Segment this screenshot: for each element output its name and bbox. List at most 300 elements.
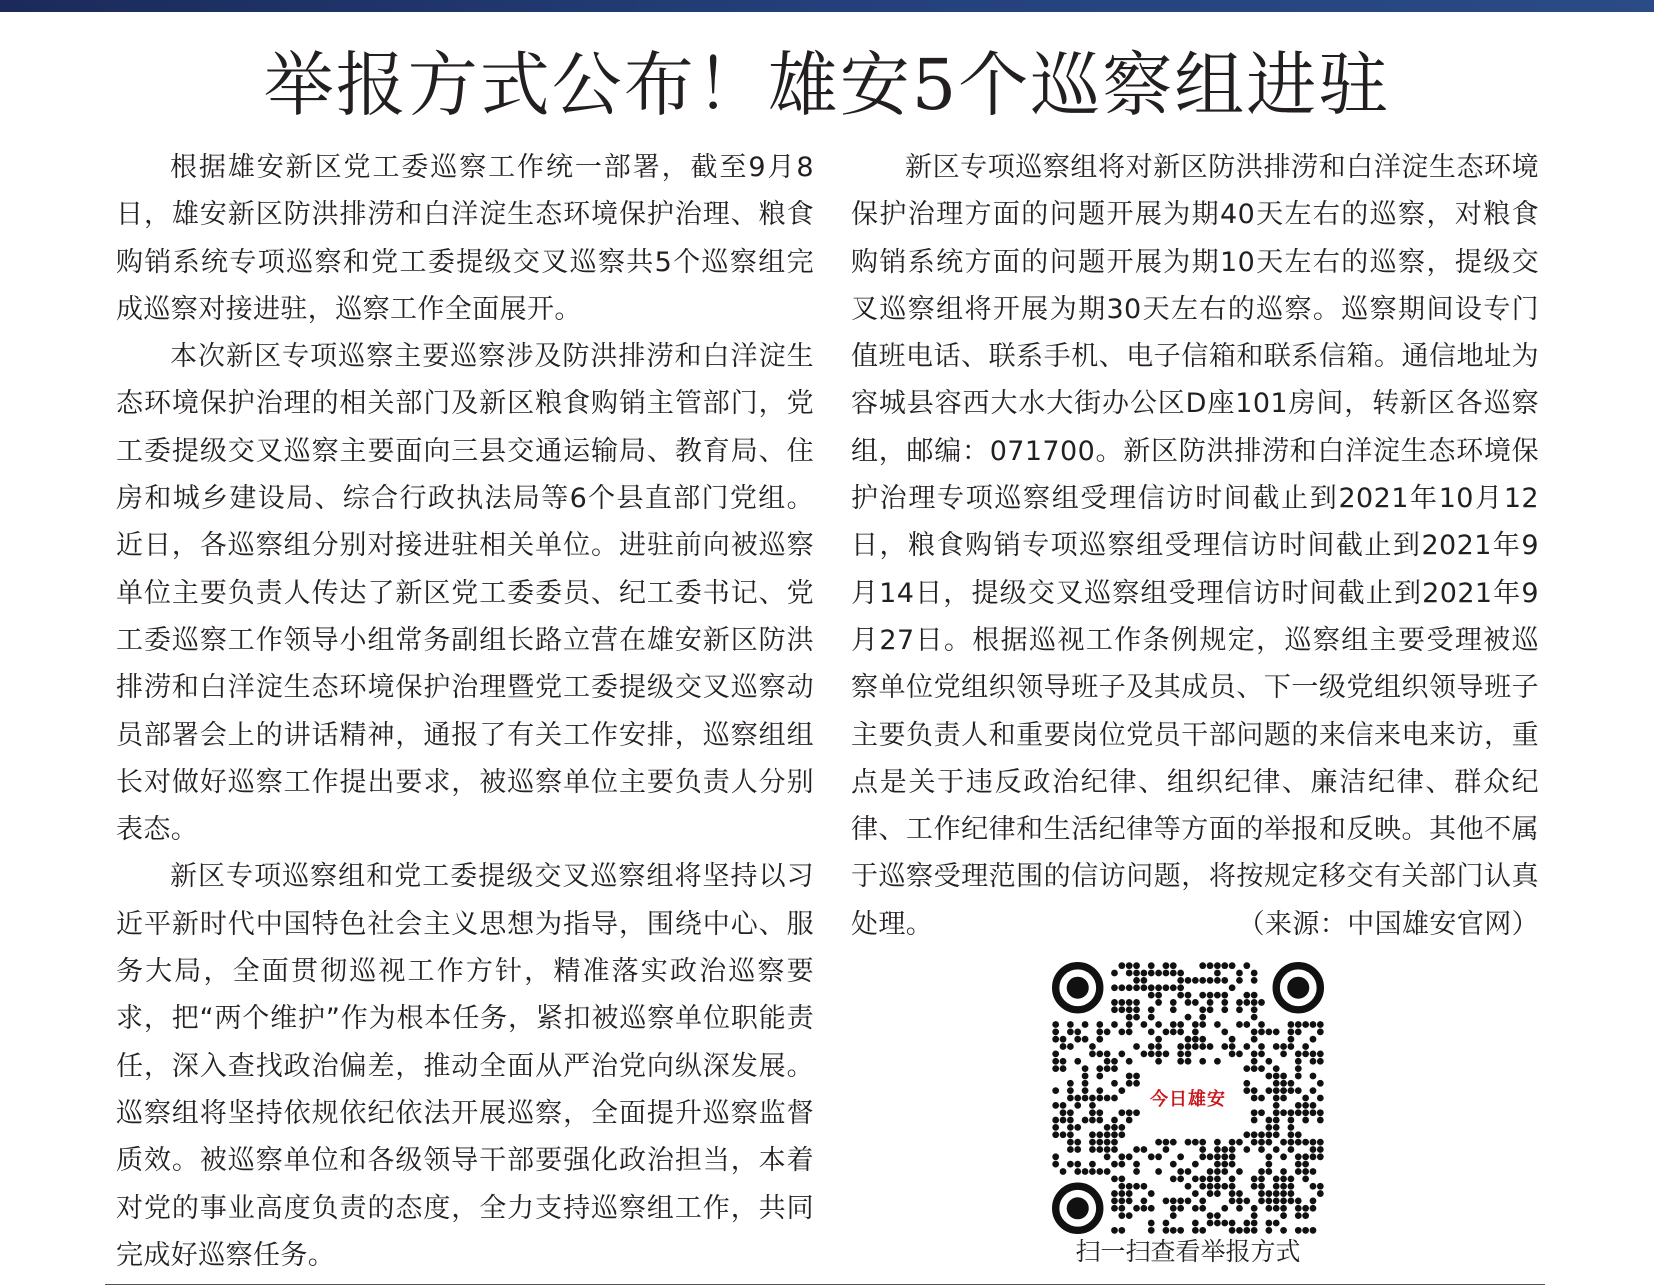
qr-module bbox=[1295, 1058, 1302, 1065]
qr-module bbox=[1155, 992, 1162, 999]
qr-module bbox=[1133, 1043, 1140, 1050]
qr-module bbox=[1148, 1028, 1155, 1035]
qr-module bbox=[1074, 1124, 1081, 1131]
qr-module bbox=[1082, 1036, 1089, 1043]
qr-module bbox=[1295, 1073, 1302, 1080]
qr-module bbox=[1111, 1117, 1118, 1124]
qr-module bbox=[1104, 1028, 1111, 1035]
qr-module bbox=[1251, 1014, 1258, 1021]
qr-module bbox=[1104, 1051, 1111, 1058]
qr-module bbox=[1302, 1161, 1309, 1168]
qr-module bbox=[1229, 1043, 1236, 1050]
qr-module bbox=[1067, 1146, 1074, 1153]
qr-module bbox=[1052, 1131, 1059, 1138]
qr-module bbox=[1229, 962, 1236, 969]
qr-module bbox=[1163, 1146, 1170, 1153]
qr-module bbox=[1302, 1212, 1309, 1219]
qr-module bbox=[1170, 1006, 1177, 1013]
qr-module bbox=[1251, 1175, 1258, 1182]
qr-module bbox=[1288, 1190, 1295, 1197]
qr-module bbox=[1310, 1102, 1317, 1109]
qr-module bbox=[1074, 1168, 1081, 1175]
qr-module bbox=[1295, 1109, 1302, 1116]
qr-module bbox=[1207, 1006, 1214, 1013]
qr-module bbox=[1214, 992, 1221, 999]
paragraph: 根据雄安新区党工委巡察工作统一部署，截至9月8日，雄安新区防洪排涝和白洋淀生态环境保护治理、粮食购销系统专项巡察和党工委提级交叉巡察共5个巡察组完成巡察对接进驻，巡察工作全面展开。 bbox=[116, 152, 814, 325]
qr-module bbox=[1192, 1175, 1199, 1182]
qr-module bbox=[1185, 1043, 1192, 1050]
qr-module bbox=[1265, 1139, 1272, 1146]
qr-module bbox=[1192, 1028, 1199, 1035]
qr-module bbox=[1251, 1036, 1258, 1043]
qr-module bbox=[1170, 1198, 1177, 1205]
qr-module bbox=[1118, 1175, 1125, 1182]
qr-module bbox=[1295, 1065, 1302, 1072]
qr-module bbox=[1192, 1036, 1199, 1043]
qr-module bbox=[1295, 1198, 1302, 1205]
qr-module bbox=[1265, 1227, 1272, 1234]
qr-module bbox=[1243, 1146, 1250, 1153]
qr-module bbox=[1067, 1095, 1074, 1102]
qr-module bbox=[1199, 962, 1206, 969]
qr-module bbox=[1317, 1183, 1324, 1190]
qr-module bbox=[1295, 1087, 1302, 1094]
qr-module bbox=[1148, 992, 1155, 999]
qr-module bbox=[1170, 1161, 1177, 1168]
qr-module bbox=[1089, 1043, 1096, 1050]
qr-module bbox=[1133, 1205, 1140, 1212]
qr-module bbox=[1236, 1139, 1243, 1146]
qr-module bbox=[1214, 1175, 1221, 1182]
qr-module bbox=[1111, 1065, 1118, 1072]
qr-module bbox=[1104, 1139, 1111, 1146]
qr-module bbox=[1177, 1021, 1184, 1028]
qr-module bbox=[1251, 1183, 1258, 1190]
qr-module bbox=[1126, 962, 1133, 969]
qr-module bbox=[1155, 999, 1162, 1006]
qr-module bbox=[1214, 1168, 1221, 1175]
qr-module bbox=[1192, 1139, 1199, 1146]
qr-module bbox=[1295, 1139, 1302, 1146]
qr-module bbox=[1082, 1073, 1089, 1080]
qr-module bbox=[1133, 999, 1140, 1006]
qr-module bbox=[1052, 1021, 1059, 1028]
qr-module bbox=[1265, 1220, 1272, 1227]
qr-module bbox=[1258, 1183, 1265, 1190]
qr-module bbox=[1052, 1036, 1059, 1043]
qr-module bbox=[1273, 1102, 1280, 1109]
qr-module bbox=[1288, 1028, 1295, 1035]
qr-module bbox=[1126, 1212, 1133, 1219]
qr-module bbox=[1236, 1198, 1243, 1205]
qr-module bbox=[1251, 1109, 1258, 1116]
qr-module bbox=[1177, 970, 1184, 977]
qr-module bbox=[1207, 1153, 1214, 1160]
qr-module bbox=[1302, 1205, 1309, 1212]
qr-module bbox=[1185, 1014, 1192, 1021]
qr-module bbox=[1236, 1205, 1243, 1212]
qr-module bbox=[1111, 1190, 1118, 1197]
qr-module bbox=[1251, 1006, 1258, 1013]
qr-module bbox=[1148, 1220, 1155, 1227]
qr-module bbox=[1236, 1227, 1243, 1234]
qr-module bbox=[1265, 1161, 1272, 1168]
qr-module bbox=[1155, 1051, 1162, 1058]
qr-module bbox=[1067, 1124, 1074, 1131]
qr-module bbox=[1163, 1028, 1170, 1035]
qr-module bbox=[1280, 1095, 1287, 1102]
qr-module bbox=[1302, 1117, 1309, 1124]
qr-module bbox=[1082, 1117, 1089, 1124]
qr-module bbox=[1229, 984, 1236, 991]
qr-module bbox=[1074, 1058, 1081, 1065]
qr-module bbox=[1096, 1051, 1103, 1058]
qr-module bbox=[1251, 1205, 1258, 1212]
qr-module bbox=[1258, 1168, 1265, 1175]
qr-module bbox=[1185, 1058, 1192, 1065]
qr-module bbox=[1310, 1058, 1317, 1065]
qr-module bbox=[1118, 1124, 1125, 1131]
qr-module bbox=[1236, 1190, 1243, 1197]
qr-module bbox=[1163, 1051, 1170, 1058]
qr-module bbox=[1288, 1183, 1295, 1190]
qr-module bbox=[1163, 1227, 1170, 1234]
qr-module bbox=[1265, 1131, 1272, 1138]
qr-module bbox=[1280, 1183, 1287, 1190]
qr-module bbox=[1317, 1146, 1324, 1153]
qr-module bbox=[1148, 1205, 1155, 1212]
qr-module bbox=[1207, 1212, 1214, 1219]
qr-module bbox=[1052, 1124, 1059, 1131]
qr-module bbox=[1251, 999, 1258, 1006]
qr-module bbox=[1104, 1131, 1111, 1138]
qr-module bbox=[1074, 1146, 1081, 1153]
qr-module bbox=[1096, 1131, 1103, 1138]
qr-module bbox=[1229, 1139, 1236, 1146]
qr-module bbox=[1111, 1205, 1118, 1212]
qr-module bbox=[1067, 1131, 1074, 1138]
qr-code[interactable] bbox=[1052, 962, 1324, 1234]
qr-module bbox=[1060, 1131, 1067, 1138]
qr-module bbox=[1317, 1117, 1324, 1124]
qr-module bbox=[1096, 1146, 1103, 1153]
qr-module bbox=[1221, 977, 1228, 984]
qr-module bbox=[1265, 1153, 1272, 1160]
qr-module bbox=[1273, 1028, 1280, 1035]
qr-module bbox=[1170, 1212, 1177, 1219]
qr-module bbox=[1096, 1168, 1103, 1175]
qr-module bbox=[1302, 1227, 1309, 1234]
qr-module bbox=[1280, 1109, 1287, 1116]
qr-module bbox=[1317, 1080, 1324, 1087]
qr-logo bbox=[1146, 1066, 1230, 1130]
qr-module bbox=[1236, 970, 1243, 977]
qr-module bbox=[1074, 1095, 1081, 1102]
qr-module bbox=[1199, 977, 1206, 984]
qr-module bbox=[1280, 1190, 1287, 1197]
qr-module bbox=[1126, 1183, 1133, 1190]
qr-module bbox=[1251, 1220, 1258, 1227]
qr-module bbox=[1118, 1161, 1125, 1168]
qr-module bbox=[1214, 1058, 1221, 1065]
qr-module bbox=[1229, 1220, 1236, 1227]
qr-module bbox=[1118, 962, 1125, 969]
qr-module bbox=[1118, 1205, 1125, 1212]
qr-module bbox=[1214, 1146, 1221, 1153]
qr-module bbox=[1199, 1205, 1206, 1212]
qr-module bbox=[1288, 1087, 1295, 1094]
qr-module bbox=[1229, 1198, 1236, 1205]
qr-module bbox=[1133, 1183, 1140, 1190]
qr-module bbox=[1258, 1095, 1265, 1102]
qr-module bbox=[1096, 1036, 1103, 1043]
qr-module bbox=[1141, 984, 1148, 991]
qr-module bbox=[1185, 977, 1192, 984]
qr-module bbox=[1273, 1205, 1280, 1212]
qr-module bbox=[1265, 1168, 1272, 1175]
qr-module bbox=[1199, 1014, 1206, 1021]
qr-module bbox=[1126, 1073, 1133, 1080]
qr-module bbox=[1126, 1190, 1133, 1197]
qr-module bbox=[1288, 1080, 1295, 1087]
qr-module bbox=[1192, 999, 1199, 1006]
qr-module bbox=[1288, 1198, 1295, 1205]
qr-module bbox=[1317, 1139, 1324, 1146]
qr-module bbox=[1207, 962, 1214, 969]
qr-module bbox=[1155, 1021, 1162, 1028]
qr-module bbox=[1288, 1124, 1295, 1131]
qr-module bbox=[1060, 1109, 1067, 1116]
qr-module bbox=[1288, 1043, 1295, 1050]
qr-module bbox=[1155, 1139, 1162, 1146]
qr-module bbox=[1310, 1183, 1317, 1190]
qr-module bbox=[1302, 1139, 1309, 1146]
qr-module bbox=[1273, 1190, 1280, 1197]
qr-module bbox=[1111, 1058, 1118, 1065]
qr-module bbox=[1243, 1131, 1250, 1138]
qr-module bbox=[1126, 984, 1133, 991]
qr-module bbox=[1207, 1043, 1214, 1050]
qr-module bbox=[1221, 1006, 1228, 1013]
qr-module bbox=[1148, 962, 1155, 969]
qr-module bbox=[1302, 1043, 1309, 1050]
qr-module bbox=[1251, 992, 1258, 999]
qr-module bbox=[1251, 1051, 1258, 1058]
qr-module bbox=[1221, 999, 1228, 1006]
qr-finder-dot bbox=[1067, 1197, 1089, 1219]
source-credit: （来源：中国雄安官网） bbox=[1237, 908, 1539, 940]
qr-module bbox=[1265, 1058, 1272, 1065]
qr-module bbox=[1177, 1198, 1184, 1205]
qr-module bbox=[1265, 1124, 1272, 1131]
qr-module bbox=[1111, 1006, 1118, 1013]
qr-module bbox=[1273, 1080, 1280, 1087]
qr-module bbox=[1126, 1109, 1133, 1116]
qr-module bbox=[1163, 970, 1170, 977]
qr-module bbox=[1199, 1146, 1206, 1153]
qr-module bbox=[1163, 984, 1170, 991]
qr-module bbox=[1214, 1183, 1221, 1190]
qr-module bbox=[1317, 1190, 1324, 1197]
qr-module bbox=[1317, 1095, 1324, 1102]
qr-module bbox=[1133, 1080, 1140, 1087]
qr-module bbox=[1089, 1102, 1096, 1109]
qr-module bbox=[1133, 1109, 1140, 1116]
qr-module bbox=[1280, 1080, 1287, 1087]
qr-module bbox=[1104, 1058, 1111, 1065]
qr-module bbox=[1118, 1153, 1125, 1160]
qr-module bbox=[1295, 1161, 1302, 1168]
qr-module bbox=[1155, 1058, 1162, 1065]
qr-module bbox=[1118, 999, 1125, 1006]
qr-module bbox=[1133, 984, 1140, 991]
qr-finder-dot bbox=[1067, 977, 1089, 999]
qr-module bbox=[1310, 1146, 1317, 1153]
qr-module bbox=[1074, 1139, 1081, 1146]
qr-module bbox=[1310, 1168, 1317, 1175]
qr-module bbox=[1192, 1190, 1199, 1197]
qr-module bbox=[1177, 1175, 1184, 1182]
qr-module bbox=[1273, 1124, 1280, 1131]
qr-module bbox=[1155, 970, 1162, 977]
qr-module bbox=[1052, 1117, 1059, 1124]
qr-module bbox=[1133, 962, 1140, 969]
qr-module bbox=[1310, 1036, 1317, 1043]
qr-module bbox=[1214, 1220, 1221, 1227]
qr-module bbox=[1214, 1161, 1221, 1168]
qr-module bbox=[1096, 1087, 1103, 1094]
qr-module bbox=[1295, 1227, 1302, 1234]
qr-module bbox=[1177, 1153, 1184, 1160]
qr-module bbox=[1148, 1043, 1155, 1050]
qr-module bbox=[1280, 1198, 1287, 1205]
qr-module bbox=[1185, 1198, 1192, 1205]
qr-module bbox=[1258, 1065, 1265, 1072]
qr-module bbox=[1170, 1175, 1177, 1182]
qr-module bbox=[1170, 999, 1177, 1006]
qr-module bbox=[1229, 1153, 1236, 1160]
qr-module bbox=[1074, 1036, 1081, 1043]
qr-module bbox=[1192, 977, 1199, 984]
qr-module bbox=[1177, 1058, 1184, 1065]
qr-module bbox=[1133, 1006, 1140, 1013]
qr-module bbox=[1052, 1058, 1059, 1065]
qr-module bbox=[1214, 970, 1221, 977]
qr-module bbox=[1111, 1139, 1118, 1146]
qr-module bbox=[1089, 1161, 1096, 1168]
qr-module bbox=[1207, 1183, 1214, 1190]
qr-module bbox=[1243, 992, 1250, 999]
qr-module bbox=[1074, 1028, 1081, 1035]
qr-module bbox=[1280, 1212, 1287, 1219]
qr-module bbox=[1273, 1109, 1280, 1116]
qr-module bbox=[1060, 1102, 1067, 1109]
qr-module bbox=[1280, 1205, 1287, 1212]
qr-module bbox=[1163, 1198, 1170, 1205]
qr-module bbox=[1141, 1146, 1148, 1153]
qr-module bbox=[1251, 1117, 1258, 1124]
qr-module bbox=[1221, 1161, 1228, 1168]
top-banner-bar bbox=[0, 0, 1654, 12]
qr-module bbox=[1251, 977, 1258, 984]
qr-module bbox=[1199, 992, 1206, 999]
qr-module bbox=[1229, 1146, 1236, 1153]
qr-module bbox=[1280, 1153, 1287, 1160]
qr-module bbox=[1295, 1021, 1302, 1028]
qr-module bbox=[1096, 1095, 1103, 1102]
qr-module bbox=[1133, 970, 1140, 977]
qr-module bbox=[1251, 1131, 1258, 1138]
qr-module bbox=[1221, 1168, 1228, 1175]
qr-module bbox=[1280, 1087, 1287, 1094]
qr-module bbox=[1273, 1065, 1280, 1072]
qr-module bbox=[1185, 1139, 1192, 1146]
qr-module bbox=[1060, 1065, 1067, 1072]
qr-module bbox=[1265, 1087, 1272, 1094]
qr-module bbox=[1170, 1205, 1177, 1212]
qr-module bbox=[1096, 1021, 1103, 1028]
qr-module bbox=[1126, 1006, 1133, 1013]
qr-module bbox=[1288, 1036, 1295, 1043]
qr-module bbox=[1177, 992, 1184, 999]
qr-module bbox=[1074, 1161, 1081, 1168]
qr-module bbox=[1214, 1212, 1221, 1219]
qr-module bbox=[1060, 1117, 1067, 1124]
qr-module bbox=[1067, 1043, 1074, 1050]
qr-module bbox=[1221, 1183, 1228, 1190]
qr-module bbox=[1141, 977, 1148, 984]
qr-module bbox=[1273, 1146, 1280, 1153]
qr-module bbox=[1243, 1021, 1250, 1028]
qr-module bbox=[1126, 1080, 1133, 1087]
qr-module bbox=[1251, 1028, 1258, 1035]
qr-module bbox=[1310, 1109, 1317, 1116]
qr-module bbox=[1258, 1043, 1265, 1050]
qr-module bbox=[1265, 1198, 1272, 1205]
qr-module bbox=[1251, 970, 1258, 977]
qr-module bbox=[1207, 1168, 1214, 1175]
qr-module bbox=[1155, 1043, 1162, 1050]
qr-module bbox=[1229, 1036, 1236, 1043]
qr-module bbox=[1067, 1021, 1074, 1028]
qr-module bbox=[1141, 1205, 1148, 1212]
qr-module bbox=[1207, 977, 1214, 984]
qr-module bbox=[1229, 1190, 1236, 1197]
qr-module bbox=[1089, 1139, 1096, 1146]
qr-module bbox=[1111, 1161, 1118, 1168]
qr-module bbox=[1236, 1051, 1243, 1058]
qr-module bbox=[1243, 1043, 1250, 1050]
qr-module bbox=[1118, 1212, 1125, 1219]
qr-module bbox=[1288, 1021, 1295, 1028]
qr-module bbox=[1258, 1109, 1265, 1116]
qr-module bbox=[1199, 1227, 1206, 1234]
qr-module bbox=[1067, 1080, 1074, 1087]
qr-module bbox=[1221, 962, 1228, 969]
qr-module bbox=[1067, 1161, 1074, 1168]
qr-module bbox=[1236, 1168, 1243, 1175]
qr-module bbox=[1288, 1175, 1295, 1182]
qr-module bbox=[1082, 1080, 1089, 1087]
qr-module bbox=[1251, 1139, 1258, 1146]
qr-module bbox=[1214, 1190, 1221, 1197]
qr-module bbox=[1170, 984, 1177, 991]
qr-module bbox=[1104, 1168, 1111, 1175]
qr-module bbox=[1258, 1175, 1265, 1182]
qr-module bbox=[1177, 977, 1184, 984]
qr-module bbox=[1096, 1028, 1103, 1035]
qr-module bbox=[1111, 1146, 1118, 1153]
